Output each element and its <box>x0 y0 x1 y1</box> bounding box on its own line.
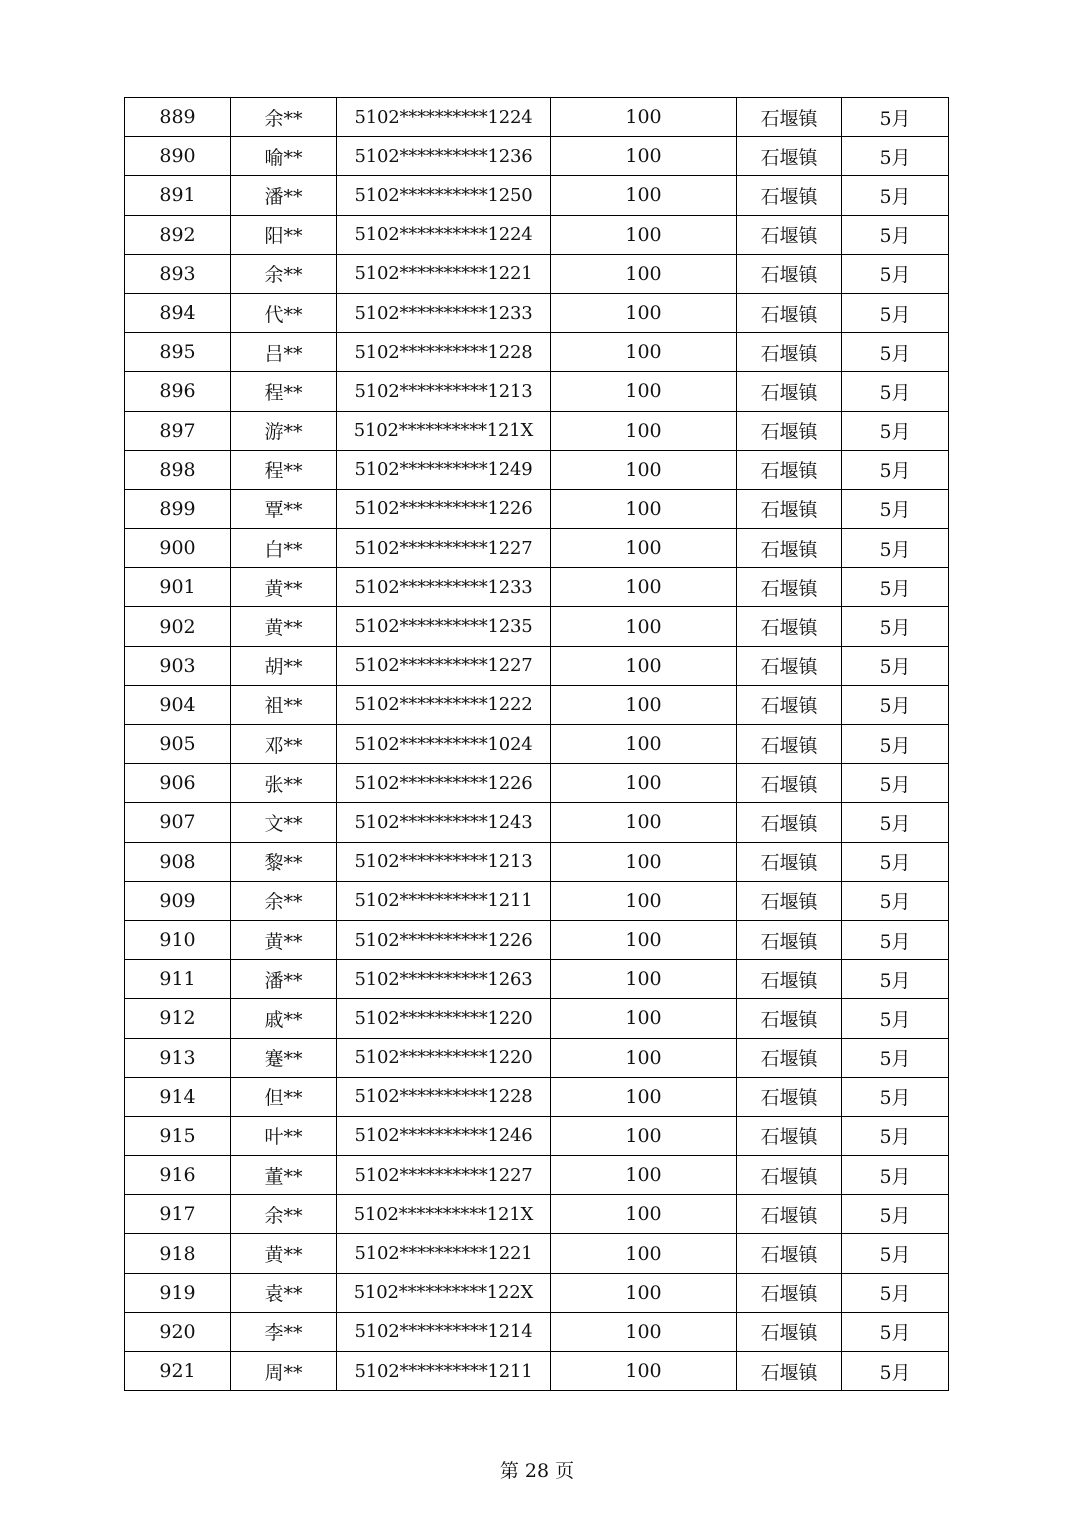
town-cell: 石堰镇 <box>737 960 842 999</box>
month-cell: 5月 <box>842 685 949 724</box>
row-number-cell: 899 <box>125 489 231 528</box>
id-number-cell: 5102**********1220 <box>337 1038 551 1077</box>
amount-cell: 100 <box>551 293 737 332</box>
row-number-cell: 893 <box>125 254 231 293</box>
amount-cell: 100 <box>551 333 737 372</box>
name-cell: 黄** <box>231 568 337 607</box>
month-cell: 5月 <box>842 450 949 489</box>
table-row <box>125 529 949 568</box>
amount-cell: 100 <box>551 1077 737 1116</box>
id-number-cell: 5102**********1214 <box>337 1312 551 1351</box>
town-cell: 石堰镇 <box>737 293 842 332</box>
town-cell: 石堰镇 <box>737 646 842 685</box>
table-row <box>125 333 949 372</box>
table-row <box>125 1273 949 1312</box>
amount-cell: 100 <box>551 372 737 411</box>
town-cell: 石堰镇 <box>737 529 842 568</box>
id-number-cell: 5102**********1227 <box>337 646 551 685</box>
town-cell: 石堰镇 <box>737 1312 842 1351</box>
table-row <box>125 764 949 803</box>
row-number-cell: 918 <box>125 1234 231 1273</box>
name-cell: 张** <box>231 764 337 803</box>
id-number-cell: 5102**********121X <box>337 1195 551 1234</box>
table-row <box>125 98 949 137</box>
row-number-cell: 903 <box>125 646 231 685</box>
town-cell: 石堰镇 <box>737 1156 842 1195</box>
amount-cell: 100 <box>551 1312 737 1351</box>
month-cell: 5月 <box>842 254 949 293</box>
id-number-cell: 5102**********1250 <box>337 176 551 215</box>
amount-cell: 100 <box>551 254 737 293</box>
table-row <box>125 411 949 450</box>
month-cell: 5月 <box>842 1116 949 1155</box>
row-number-cell: 915 <box>125 1116 231 1155</box>
town-cell: 石堰镇 <box>737 176 842 215</box>
table-body <box>125 98 949 1391</box>
name-cell: 蹇** <box>231 1038 337 1077</box>
name-cell: 黄** <box>231 607 337 646</box>
name-cell: 吕** <box>231 333 337 372</box>
month-cell: 5月 <box>842 215 949 254</box>
table-row <box>125 293 949 332</box>
id-number-cell: 5102**********1228 <box>337 333 551 372</box>
town-cell: 石堰镇 <box>737 999 842 1038</box>
amount-cell: 100 <box>551 920 737 959</box>
town-cell: 石堰镇 <box>737 842 842 881</box>
month-cell: 5月 <box>842 372 949 411</box>
row-number-cell: 906 <box>125 764 231 803</box>
name-cell: 黎** <box>231 842 337 881</box>
id-number-cell: 5102**********1213 <box>337 842 551 881</box>
name-cell: 代** <box>231 293 337 332</box>
id-number-cell: 5102**********1246 <box>337 1116 551 1155</box>
name-cell: 阳** <box>231 215 337 254</box>
amount-cell: 100 <box>551 568 737 607</box>
id-number-cell: 5102**********1228 <box>337 1077 551 1116</box>
id-number-cell: 5102**********1226 <box>337 920 551 959</box>
amount-cell: 100 <box>551 1156 737 1195</box>
name-cell: 余** <box>231 254 337 293</box>
amount-cell: 100 <box>551 1273 737 1312</box>
town-cell: 石堰镇 <box>737 1234 842 1273</box>
row-number-cell: 910 <box>125 920 231 959</box>
month-cell: 5月 <box>842 607 949 646</box>
id-number-cell: 5102**********1213 <box>337 372 551 411</box>
month-cell: 5月 <box>842 1195 949 1234</box>
id-number-cell: 5102**********1226 <box>337 489 551 528</box>
town-cell: 石堰镇 <box>737 725 842 764</box>
name-cell: 黄** <box>231 1234 337 1273</box>
table-row <box>125 1077 949 1116</box>
row-number-cell: 914 <box>125 1077 231 1116</box>
amount-cell: 100 <box>551 960 737 999</box>
name-cell: 游** <box>231 411 337 450</box>
month-cell: 5月 <box>842 725 949 764</box>
town-cell: 石堰镇 <box>737 568 842 607</box>
amount-cell: 100 <box>551 803 737 842</box>
amount-cell: 100 <box>551 999 737 1038</box>
town-cell: 石堰镇 <box>737 450 842 489</box>
amount-cell: 100 <box>551 685 737 724</box>
amount-cell: 100 <box>551 1116 737 1155</box>
id-number-cell: 5102**********1263 <box>337 960 551 999</box>
row-number-cell: 911 <box>125 960 231 999</box>
town-cell: 石堰镇 <box>737 372 842 411</box>
table-row <box>125 568 949 607</box>
row-number-cell: 891 <box>125 176 231 215</box>
row-number-cell: 913 <box>125 1038 231 1077</box>
month-cell: 5月 <box>842 920 949 959</box>
month-cell: 5月 <box>842 1273 949 1312</box>
table-row <box>125 254 949 293</box>
amount-cell: 100 <box>551 489 737 528</box>
amount-cell: 100 <box>551 176 737 215</box>
row-number-cell: 890 <box>125 137 231 176</box>
amount-cell: 100 <box>551 646 737 685</box>
name-cell: 潘** <box>231 176 337 215</box>
town-cell: 石堰镇 <box>737 607 842 646</box>
month-cell: 5月 <box>842 529 949 568</box>
row-number-cell: 895 <box>125 333 231 372</box>
table-row <box>125 1234 949 1273</box>
town-cell: 石堰镇 <box>737 98 842 137</box>
id-number-cell: 5102**********1236 <box>337 137 551 176</box>
name-cell: 胡** <box>231 646 337 685</box>
id-number-cell: 5102**********1220 <box>337 999 551 1038</box>
table-row <box>125 137 949 176</box>
id-number-cell: 5102**********1227 <box>337 1156 551 1195</box>
row-number-cell: 892 <box>125 215 231 254</box>
id-number-cell: 5102**********1249 <box>337 450 551 489</box>
month-cell: 5月 <box>842 1352 949 1391</box>
name-cell: 白** <box>231 529 337 568</box>
table-row <box>125 685 949 724</box>
amount-cell: 100 <box>551 98 737 137</box>
amount-cell: 100 <box>551 215 737 254</box>
amount-cell: 100 <box>551 607 737 646</box>
name-cell: 周** <box>231 1352 337 1391</box>
month-cell: 5月 <box>842 1077 949 1116</box>
row-number-cell: 921 <box>125 1352 231 1391</box>
month-cell: 5月 <box>842 411 949 450</box>
name-cell: 戚** <box>231 999 337 1038</box>
name-cell: 李** <box>231 1312 337 1351</box>
name-cell: 程** <box>231 450 337 489</box>
id-number-cell: 5102**********121X <box>337 411 551 450</box>
month-cell: 5月 <box>842 881 949 920</box>
table-row <box>125 450 949 489</box>
id-number-cell: 5102**********1224 <box>337 215 551 254</box>
amount-cell: 100 <box>551 725 737 764</box>
month-cell: 5月 <box>842 1156 949 1195</box>
town-cell: 石堰镇 <box>737 215 842 254</box>
table-row <box>125 607 949 646</box>
month-cell: 5月 <box>842 333 949 372</box>
name-cell: 叶** <box>231 1116 337 1155</box>
town-cell: 石堰镇 <box>737 1116 842 1155</box>
town-cell: 石堰镇 <box>737 685 842 724</box>
row-number-cell: 916 <box>125 1156 231 1195</box>
row-number-cell: 902 <box>125 607 231 646</box>
row-number-cell: 917 <box>125 1195 231 1234</box>
row-number-cell: 907 <box>125 803 231 842</box>
amount-cell: 100 <box>551 1038 737 1077</box>
town-cell: 石堰镇 <box>737 489 842 528</box>
name-cell: 潘** <box>231 960 337 999</box>
amount-cell: 100 <box>551 1352 737 1391</box>
amount-cell: 100 <box>551 137 737 176</box>
table-row <box>125 999 949 1038</box>
amount-cell: 100 <box>551 529 737 568</box>
id-number-cell: 5102**********1233 <box>337 568 551 607</box>
table-row <box>125 920 949 959</box>
table-row <box>125 1195 949 1234</box>
id-number-cell: 5102**********1221 <box>337 1234 551 1273</box>
table-row <box>125 842 949 881</box>
town-cell: 石堰镇 <box>737 920 842 959</box>
name-cell: 余** <box>231 881 337 920</box>
month-cell: 5月 <box>842 999 949 1038</box>
id-number-cell: 5102**********1227 <box>337 529 551 568</box>
name-cell: 余** <box>231 1195 337 1234</box>
month-cell: 5月 <box>842 1312 949 1351</box>
id-number-cell: 5102**********1243 <box>337 803 551 842</box>
name-cell: 黄** <box>231 920 337 959</box>
id-number-cell: 5102**********1222 <box>337 685 551 724</box>
town-cell: 石堰镇 <box>737 411 842 450</box>
table-row <box>125 176 949 215</box>
amount-cell: 100 <box>551 1234 737 1273</box>
id-number-cell: 5102**********1024 <box>337 725 551 764</box>
town-cell: 石堰镇 <box>737 803 842 842</box>
table-row <box>125 1156 949 1195</box>
table-row <box>125 960 949 999</box>
table-row <box>125 803 949 842</box>
name-cell: 祖** <box>231 685 337 724</box>
town-cell: 石堰镇 <box>737 137 842 176</box>
month-cell: 5月 <box>842 137 949 176</box>
row-number-cell: 908 <box>125 842 231 881</box>
month-cell: 5月 <box>842 960 949 999</box>
table-row <box>125 881 949 920</box>
row-number-cell: 894 <box>125 293 231 332</box>
table-row <box>125 1116 949 1155</box>
month-cell: 5月 <box>842 646 949 685</box>
table-row <box>125 1038 949 1077</box>
town-cell: 石堰镇 <box>737 1038 842 1077</box>
town-cell: 石堰镇 <box>737 1352 842 1391</box>
table-row <box>125 372 949 411</box>
month-cell: 5月 <box>842 803 949 842</box>
month-cell: 5月 <box>842 1038 949 1077</box>
month-cell: 5月 <box>842 176 949 215</box>
id-number-cell: 5102**********1233 <box>337 293 551 332</box>
month-cell: 5月 <box>842 98 949 137</box>
table-row <box>125 1312 949 1351</box>
name-cell: 邓** <box>231 725 337 764</box>
amount-cell: 100 <box>551 881 737 920</box>
row-number-cell: 920 <box>125 1312 231 1351</box>
id-number-cell: 5102**********1211 <box>337 1352 551 1391</box>
month-cell: 5月 <box>842 764 949 803</box>
town-cell: 石堰镇 <box>737 1077 842 1116</box>
id-number-cell: 5102**********122X <box>337 1273 551 1312</box>
town-cell: 石堰镇 <box>737 1195 842 1234</box>
row-number-cell: 919 <box>125 1273 231 1312</box>
amount-cell: 100 <box>551 1195 737 1234</box>
name-cell: 余** <box>231 98 337 137</box>
name-cell: 但** <box>231 1077 337 1116</box>
name-cell: 覃** <box>231 489 337 528</box>
table-row <box>125 646 949 685</box>
amount-cell: 100 <box>551 450 737 489</box>
row-number-cell: 904 <box>125 685 231 724</box>
town-cell: 石堰镇 <box>737 333 842 372</box>
row-number-cell: 898 <box>125 450 231 489</box>
month-cell: 5月 <box>842 293 949 332</box>
row-number-cell: 889 <box>125 98 231 137</box>
row-number-cell: 896 <box>125 372 231 411</box>
name-cell: 文** <box>231 803 337 842</box>
table-row <box>125 215 949 254</box>
id-number-cell: 5102**********1226 <box>337 764 551 803</box>
town-cell: 石堰镇 <box>737 1273 842 1312</box>
page-number: 第 28 页 <box>499 1460 575 1482</box>
month-cell: 5月 <box>842 489 949 528</box>
row-number-cell: 901 <box>125 568 231 607</box>
row-number-cell: 912 <box>125 999 231 1038</box>
row-number-cell: 900 <box>125 529 231 568</box>
amount-cell: 100 <box>551 764 737 803</box>
table-row <box>125 1352 949 1391</box>
name-cell: 喻** <box>231 137 337 176</box>
record-table-container <box>124 97 948 1391</box>
table-row <box>125 725 949 764</box>
amount-cell: 100 <box>551 411 737 450</box>
row-number-cell: 897 <box>125 411 231 450</box>
month-cell: 5月 <box>842 1234 949 1273</box>
id-number-cell: 5102**********1235 <box>337 607 551 646</box>
table-row <box>125 489 949 528</box>
id-number-cell: 5102**********1221 <box>337 254 551 293</box>
id-number-cell: 5102**********1224 <box>337 98 551 137</box>
amount-cell: 100 <box>551 842 737 881</box>
row-number-cell: 905 <box>125 725 231 764</box>
id-number-cell: 5102**********1211 <box>337 881 551 920</box>
month-cell: 5月 <box>842 842 949 881</box>
town-cell: 石堰镇 <box>737 881 842 920</box>
row-number-cell: 909 <box>125 881 231 920</box>
town-cell: 石堰镇 <box>737 764 842 803</box>
name-cell: 董** <box>231 1156 337 1195</box>
town-cell: 石堰镇 <box>737 254 842 293</box>
record-table <box>124 97 949 1391</box>
name-cell: 程** <box>231 372 337 411</box>
name-cell: 袁** <box>231 1273 337 1312</box>
month-cell: 5月 <box>842 568 949 607</box>
